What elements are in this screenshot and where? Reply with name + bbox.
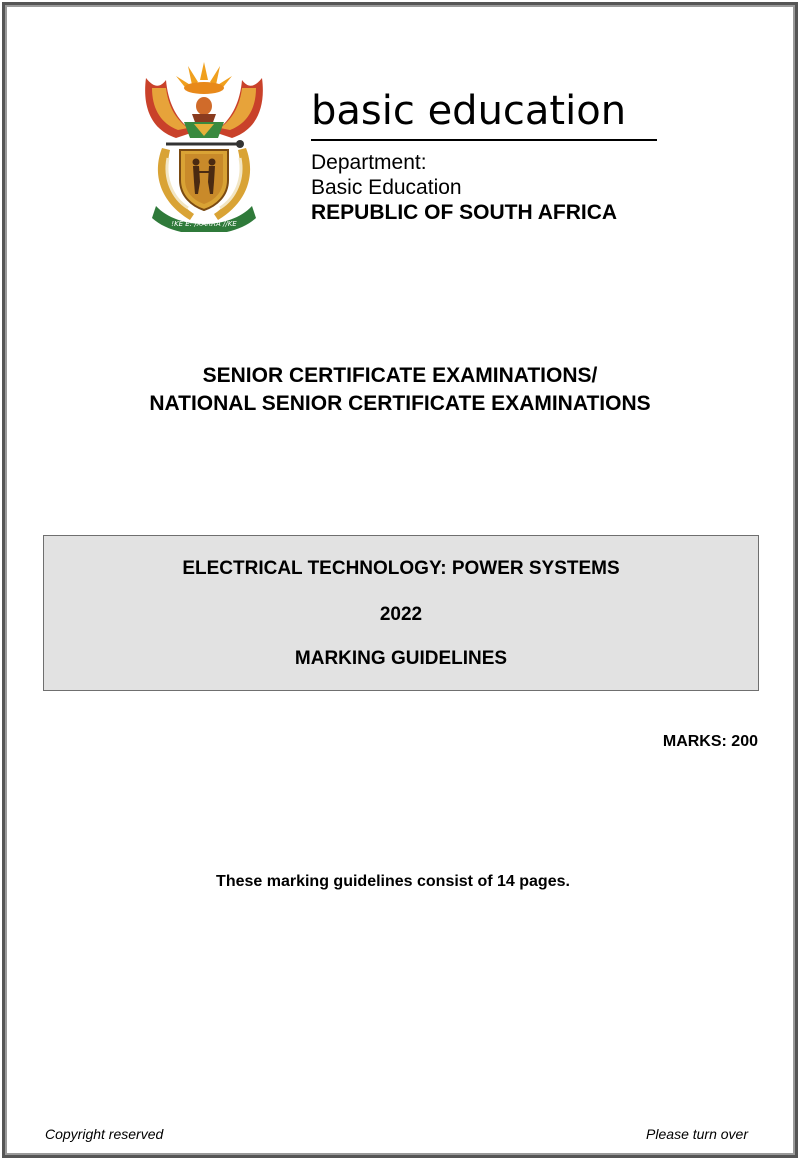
coat-of-arms-icon — [138, 58, 270, 232]
exam-title-line-1: SENIOR CERTIFICATE EXAMINATIONS/ — [202, 364, 598, 387]
department-name: Basic Education — [311, 176, 462, 199]
exam-title — [0, 362, 800, 418]
footer-turn-over: Please turn over — [646, 1126, 748, 1142]
brand-divider — [311, 139, 657, 141]
exam-year: 2022 — [379, 604, 423, 625]
total-marks: MARKS: 200 — [662, 733, 758, 750]
subject-name: ELECTRICAL TECHNOLOGY: POWER SYSTEMS — [182, 558, 620, 579]
page-count-note: These marking guidelines consist of 14 pages. — [216, 873, 570, 890]
department-label: Department: — [311, 151, 427, 174]
brand-title: basic education — [311, 88, 627, 134]
exam-title-line-2: NATIONAL SENIOR CERTIFICATE EXAMINATIONS — [149, 392, 651, 415]
footer-copyright: Copyright reserved — [45, 1126, 164, 1142]
document-type: MARKING GUIDELINES — [294, 648, 508, 669]
department-branding — [311, 86, 661, 225]
subject-box — [43, 535, 759, 691]
motto-text: !KE E: /XARRA //KE — [171, 220, 237, 228]
country-name: REPUBLIC OF SOUTH AFRICA — [311, 201, 618, 224]
